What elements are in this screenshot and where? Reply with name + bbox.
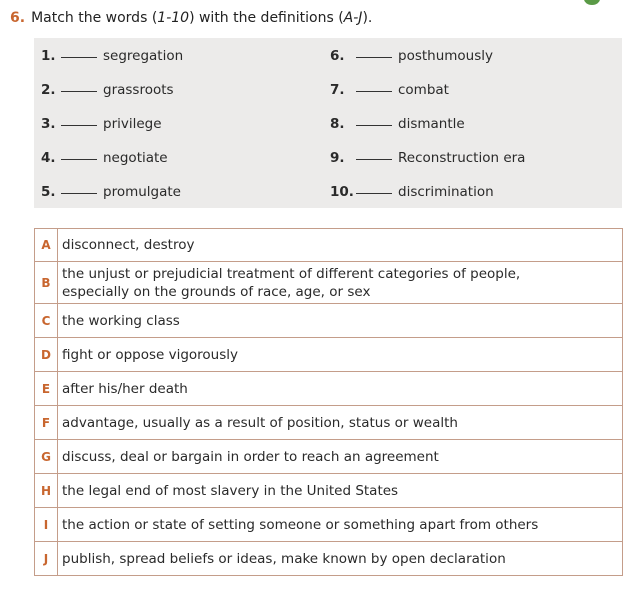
definition-letter: I <box>35 508 58 542</box>
definition-letter: C <box>35 304 58 338</box>
definition-text: after his/her death <box>58 372 623 406</box>
definition-text: the working class <box>58 304 623 338</box>
answer-blank[interactable] <box>61 114 97 126</box>
answer-blank[interactable] <box>356 80 392 92</box>
word-text: negotiate <box>103 150 168 166</box>
word-text: promulgate <box>103 184 181 200</box>
definition-row <box>35 338 623 372</box>
definition-row <box>35 372 623 406</box>
answer-blank[interactable] <box>356 114 392 126</box>
definition-text-line-2: especially on the grounds of race, age, or sex <box>62 283 371 300</box>
word-number: 10. <box>330 184 354 200</box>
answer-blank[interactable] <box>356 148 392 160</box>
answer-blank[interactable] <box>356 46 392 58</box>
instruction-text-end: ). <box>362 10 373 26</box>
word-text: discrimination <box>398 184 494 200</box>
word-text: combat <box>398 82 449 98</box>
word-number: 3. <box>41 116 56 132</box>
definition-text: advantage, usually as a result of position, status or wealth <box>58 406 623 440</box>
exercise-number: 6. <box>10 10 26 26</box>
instruction-number-range: 1-10 <box>157 10 190 26</box>
definition-row <box>35 508 623 542</box>
definition-letter: A <box>35 229 58 262</box>
instruction-letter-range: A-J <box>343 10 363 26</box>
word-number: 5. <box>41 184 56 200</box>
word-number: 8. <box>330 116 345 132</box>
word-item <box>41 182 181 202</box>
word-item <box>330 114 465 134</box>
word-item <box>330 80 449 100</box>
word-number: 9. <box>330 150 345 166</box>
definition-row <box>35 304 623 338</box>
instruction-text-mid: ) with the definitions ( <box>189 10 344 26</box>
definition-text: discuss, deal or bargain in order to reach an agreement <box>58 440 623 474</box>
word-number: 1. <box>41 48 56 64</box>
exercise-instruction <box>10 9 372 27</box>
definition-letter: F <box>35 406 58 440</box>
word-number: 6. <box>330 48 345 64</box>
definitions-table <box>34 228 623 576</box>
definition-text: the action or state of setting someone or something apart from others <box>58 508 623 542</box>
word-item <box>330 148 525 168</box>
definition-text-line-1: the unjust or prejudicial treatment of different categories of people, <box>62 265 521 282</box>
definition-letter: B <box>35 262 58 304</box>
word-list-box <box>34 38 622 208</box>
answer-blank[interactable] <box>61 148 97 160</box>
word-number: 7. <box>330 82 345 98</box>
answer-blank[interactable] <box>61 80 97 92</box>
word-number: 4. <box>41 150 56 166</box>
definition-letter: J <box>35 542 58 576</box>
definition-row <box>35 406 623 440</box>
definition-row <box>35 474 623 508</box>
word-number: 2. <box>41 82 56 98</box>
word-item <box>330 182 494 202</box>
definition-letter: D <box>35 338 58 372</box>
word-text: segregation <box>103 48 184 64</box>
definition-text: the legal end of most slavery in the United States <box>58 474 623 508</box>
answer-blank[interactable] <box>61 46 97 58</box>
word-item <box>41 148 168 168</box>
word-item <box>41 114 162 134</box>
definition-letter: G <box>35 440 58 474</box>
definition-row <box>35 229 623 262</box>
definition-row <box>35 262 623 304</box>
definition-text: fight or oppose vigorously <box>58 338 623 372</box>
definition-letter: H <box>35 474 58 508</box>
definition-text: publish, spread beliefs or ideas, make known by open declaration <box>58 542 623 576</box>
word-text: privilege <box>103 116 162 132</box>
word-text: posthumously <box>398 48 494 64</box>
instruction-text-start: Match the words ( <box>31 10 158 26</box>
word-text: dismantle <box>398 116 465 132</box>
decorative-green-dot <box>584 0 600 5</box>
word-item <box>41 80 174 100</box>
definition-letter: E <box>35 372 58 406</box>
answer-blank[interactable] <box>356 182 392 194</box>
word-text: Reconstruction era <box>398 150 526 166</box>
definition-text <box>58 262 623 304</box>
word-item <box>330 46 493 66</box>
answer-blank[interactable] <box>61 182 97 194</box>
definition-text: disconnect, destroy <box>58 229 623 262</box>
definition-row <box>35 542 623 576</box>
definition-row <box>35 440 623 474</box>
word-item <box>41 46 183 66</box>
word-text: grassroots <box>103 82 174 98</box>
